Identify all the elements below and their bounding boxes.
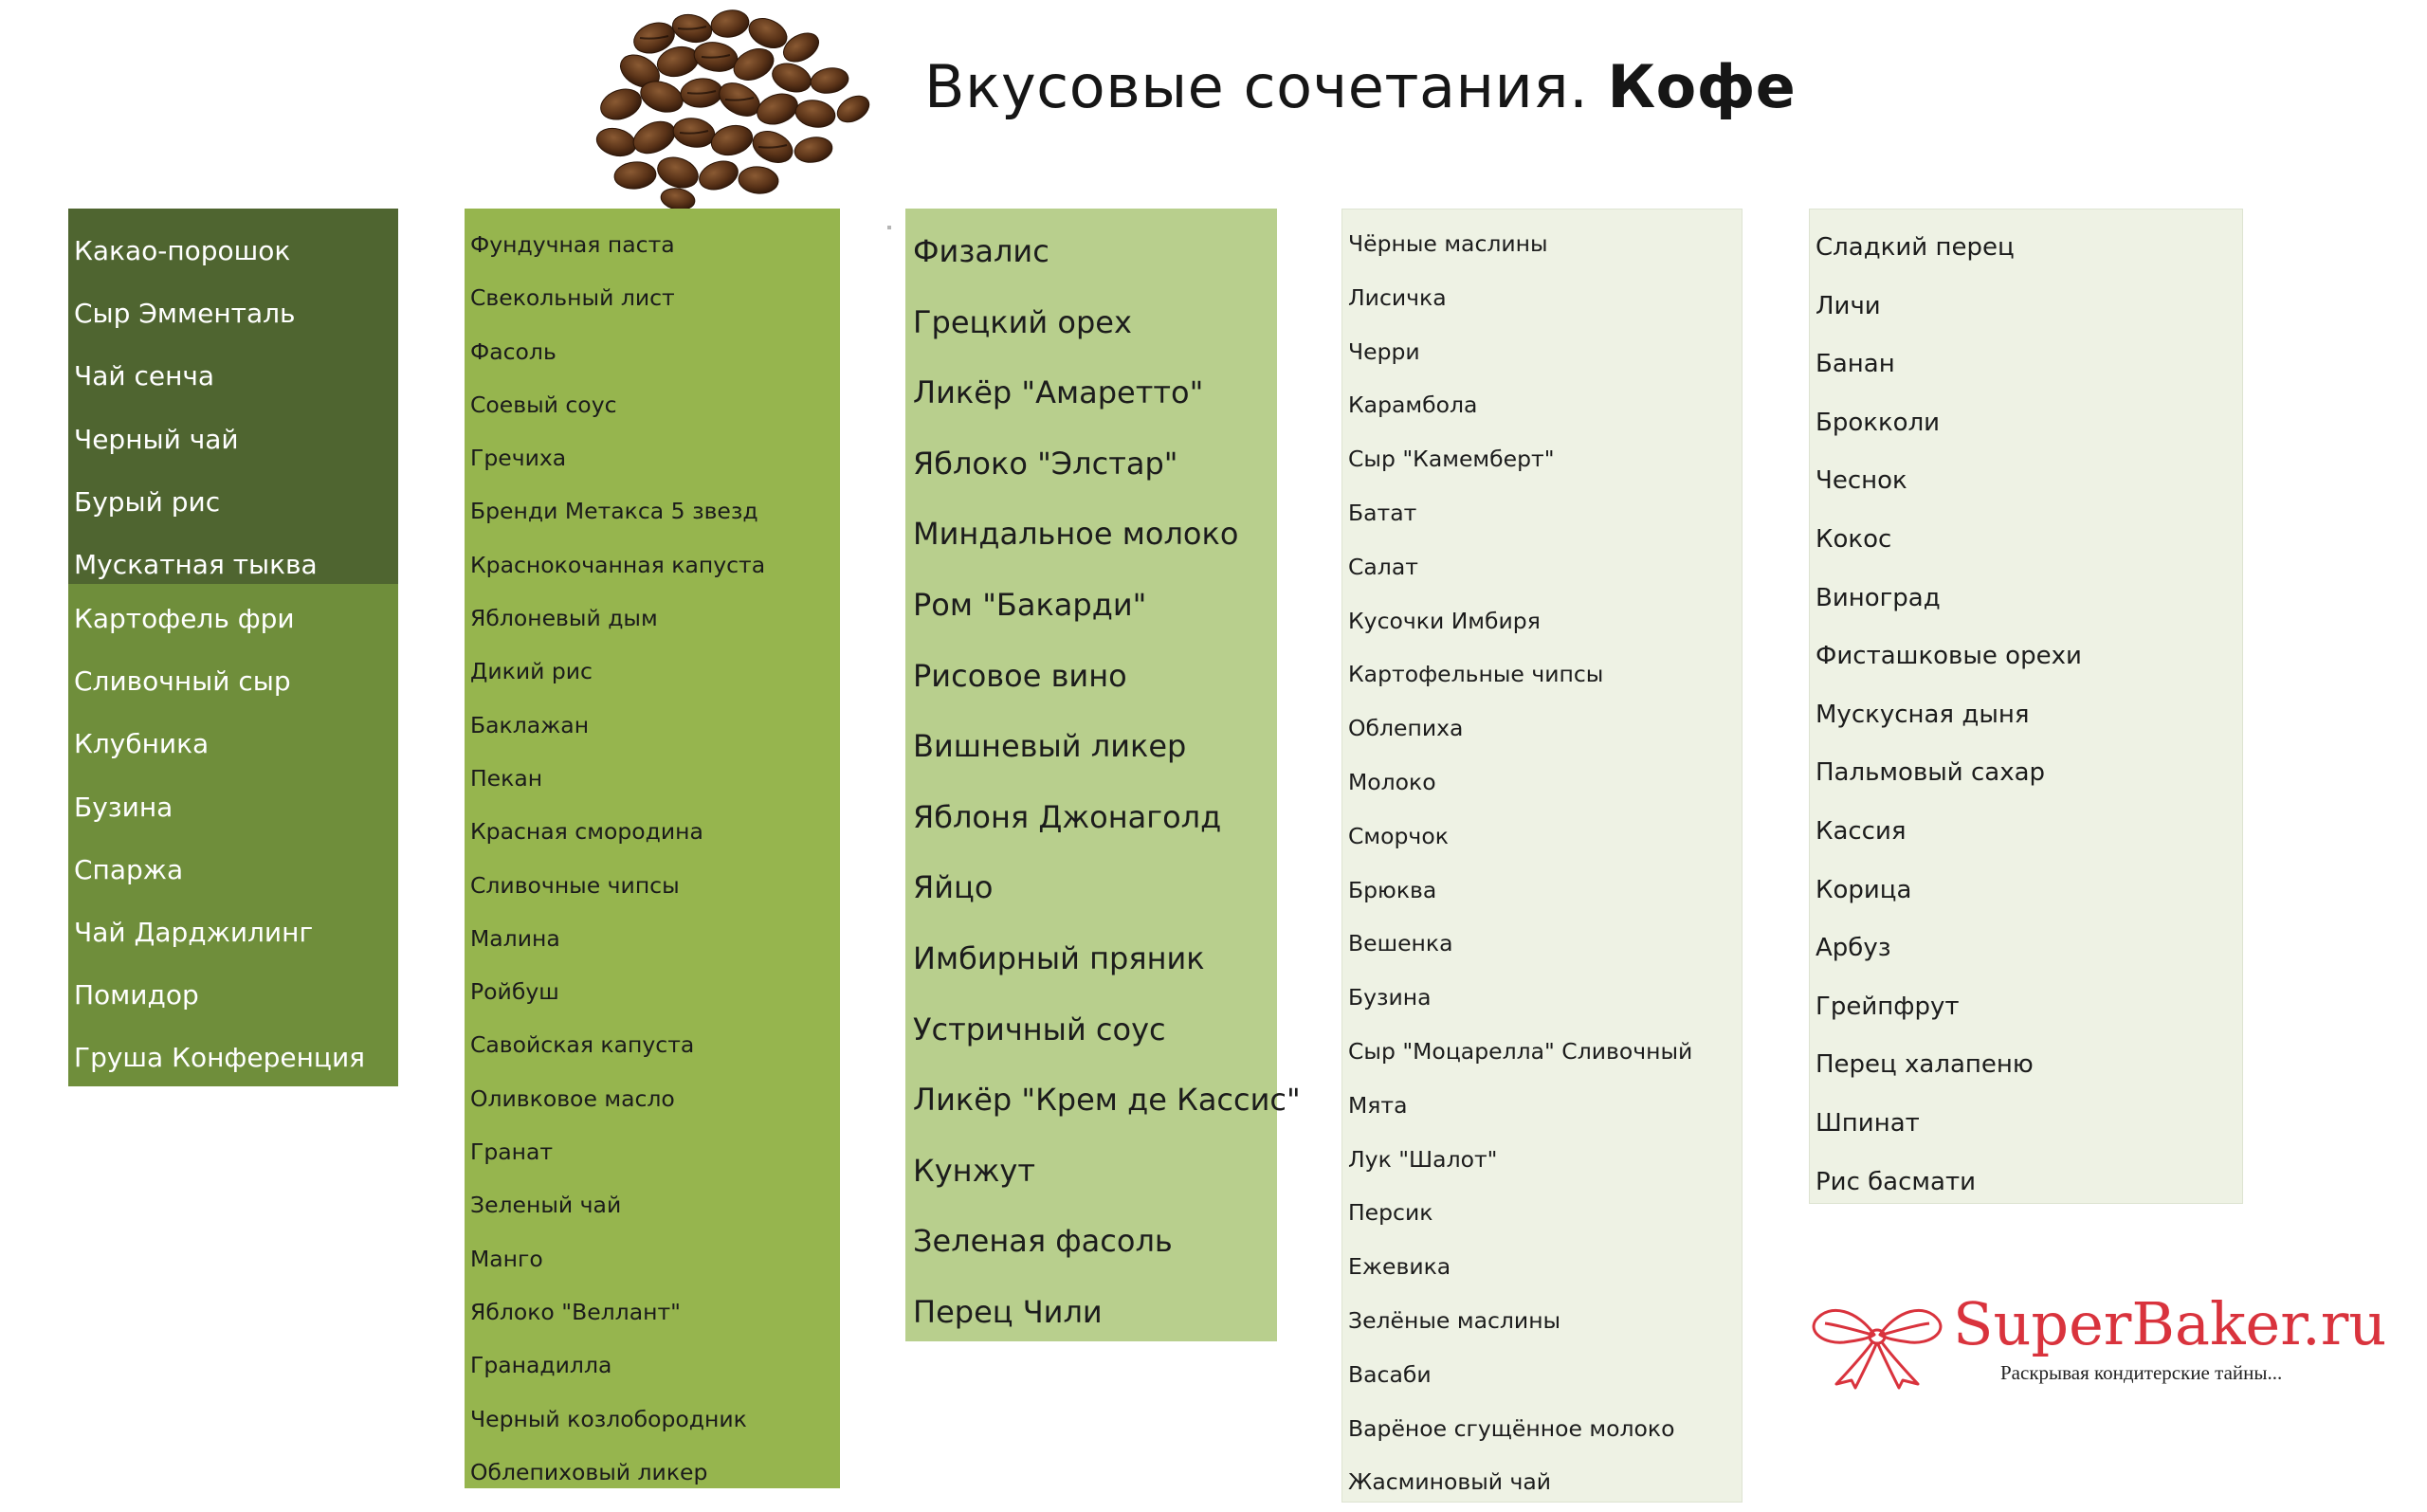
list-item: Дикий рис — [470, 658, 593, 685]
list-item: Ликёр "Крем де Кассис" — [913, 1082, 1301, 1119]
list-item: Савойская капуста — [470, 1031, 695, 1059]
list-item: Какао-порошок — [74, 235, 291, 266]
list-item: Грейпфрут — [1816, 992, 1960, 1021]
column-1-dark-group — [68, 209, 398, 584]
title-bold: Кофе — [1607, 52, 1797, 121]
list-item: Вишневый ликер — [913, 728, 1187, 765]
list-item: Перец Чили — [913, 1293, 1103, 1330]
list-item: Физалис — [913, 233, 1049, 269]
list-item: Малина — [470, 924, 560, 952]
column-2 — [465, 209, 840, 1488]
list-item: Рис басмати — [1816, 1167, 1976, 1196]
list-item: Чёрные маслины — [1348, 230, 1548, 257]
list-item: Черный козлобородник — [470, 1405, 747, 1432]
list-item: Зеленый чай — [470, 1192, 622, 1219]
list-item: Жасминовый чай — [1348, 1468, 1552, 1496]
list-item: Яблоко "Веллант" — [470, 1298, 681, 1325]
list-item: Миндальное молоко — [913, 516, 1239, 553]
brand-tagline: Раскрывая кондитерские тайны... — [2000, 1361, 2283, 1384]
column-3 — [905, 209, 1301, 1341]
list-item: Ежевика — [1348, 1253, 1451, 1281]
list-item: Зеленая фасоль — [913, 1223, 1173, 1260]
column-5 — [1809, 209, 2243, 1204]
list-item: Молоко — [1348, 768, 1436, 795]
list-item: Персик — [1348, 1199, 1433, 1227]
list-item: Имбирный пряник — [913, 939, 1205, 976]
list-item: Карамбола — [1348, 392, 1478, 419]
list-item: Пальмовый сахар — [1816, 758, 2046, 788]
list-item: Сыр "Моцарелла" Сливочный — [1348, 1037, 1693, 1065]
list-item: Яблоко "Элстар" — [913, 445, 1178, 482]
list-item: Груша Конференция — [74, 1042, 365, 1074]
list-item: Бузина — [1348, 984, 1432, 1011]
list-item: Картофельные чипсы — [1348, 661, 1604, 688]
page-title — [924, 52, 1796, 121]
list-item: Арбуз — [1816, 934, 1891, 963]
list-item: Сыр Эмменталь — [74, 298, 296, 330]
list-item: Оливковое масло — [470, 1084, 675, 1112]
list-item: Салат — [1348, 553, 1418, 580]
list-item: Ликёр "Амаретто" — [913, 374, 1204, 411]
list-item: Мускусная дыня — [1816, 700, 2030, 729]
list-item: Грецкий орех — [913, 303, 1132, 340]
list-item: Корица — [1816, 875, 1912, 904]
list-item: Личи — [1816, 291, 1881, 320]
list-item: Картофель фри — [74, 603, 295, 634]
list-item: Сливочный сыр — [74, 665, 291, 698]
list-item: Свекольный лист — [470, 284, 675, 312]
list-item: Брюква — [1348, 876, 1437, 903]
list-item: Батат — [1348, 499, 1417, 526]
list-item: Баклажан — [470, 711, 590, 738]
list-item: Ройбуш — [470, 978, 559, 1006]
list-item: Красная смородина — [470, 818, 703, 846]
list-item: Бузина — [74, 791, 173, 823]
list-item: Кокос — [1816, 524, 1892, 554]
list-item: Васаби — [1348, 1360, 1432, 1388]
coffee-beans-image — [588, 0, 882, 209]
list-item: Яблоневый дым — [470, 605, 658, 632]
list-item: Сморчок — [1348, 822, 1449, 849]
list-item: Гречиха — [470, 445, 567, 472]
list-item: Яблоня Джонаголд — [913, 798, 1222, 835]
list-item: Помидор — [74, 979, 199, 1011]
list-item: Ром "Бакарди" — [913, 586, 1147, 623]
column-4 — [1341, 209, 1743, 1503]
list-item: Фундучная паста — [470, 231, 675, 258]
list-item: Кусочки Имбиря — [1348, 607, 1541, 634]
list-item: Облепиха — [1348, 715, 1464, 742]
list-item: Пекан — [470, 764, 543, 792]
list-item: Зелёные маслины — [1348, 1306, 1561, 1334]
list-item: Мята — [1348, 1091, 1408, 1119]
list-item: Бренди Метакса 5 звезд — [470, 498, 758, 525]
list-item: Фасоль — [470, 337, 557, 365]
list-item: Клубника — [74, 728, 210, 760]
list-item: Спаржа — [74, 853, 184, 885]
list-item: Черный чай — [74, 423, 239, 455]
list-item: Чеснок — [1816, 466, 1907, 496]
list-item: Соевый соус — [470, 391, 617, 418]
list-item: Краснокочанная капуста — [470, 551, 766, 578]
column-1 — [68, 209, 398, 1086]
list-item: Манго — [470, 1245, 543, 1272]
list-item: Чай сенча — [74, 360, 215, 392]
brand-name: SuperBaker.ru — [1953, 1289, 2387, 1358]
list-item: Сливочные чипсы — [470, 871, 680, 899]
list-item: Сыр "Камемберт" — [1348, 446, 1555, 473]
list-item: Бурый рис — [74, 485, 221, 518]
list-item: Яйцо — [913, 869, 994, 906]
bow-icon — [1806, 1297, 1948, 1392]
title-normal: Вкусовые сочетания. — [924, 52, 1608, 121]
list-item: Лук "Шалот" — [1348, 1145, 1498, 1173]
list-item: Варёное сгущённое молоко — [1348, 1414, 1675, 1442]
list-item: Шпинат — [1816, 1108, 1920, 1138]
list-item: Устричный соус — [913, 1011, 1166, 1047]
list-item: Мускатная тыква — [74, 548, 318, 580]
list-item: Вешенка — [1348, 930, 1453, 957]
column-1-light-group — [68, 584, 398, 1086]
list-item: Перец халапеню — [1816, 1050, 2034, 1080]
list-item: Чай Дарджилинг — [74, 916, 314, 948]
superbaker-logo — [1806, 1289, 2387, 1394]
list-item: Гранадилла — [470, 1352, 612, 1379]
list-item: Черри — [1348, 337, 1420, 365]
list-item: Облепиховый ликер — [470, 1458, 708, 1485]
list-item: Рисовое вино — [913, 657, 1127, 694]
list-item: Кунжут — [913, 1152, 1035, 1189]
stray-dot — [887, 226, 891, 229]
list-item: Гранат — [470, 1139, 554, 1166]
list-item: Кассия — [1816, 816, 1907, 846]
list-item: Сладкий перец — [1816, 233, 2015, 262]
list-item: Виноград — [1816, 583, 1941, 612]
list-item: Лисичка — [1348, 283, 1447, 311]
list-item: Банан — [1816, 350, 1895, 379]
list-item: Фисташковые орехи — [1816, 642, 2082, 671]
list-item: Брокколи — [1816, 408, 1941, 437]
